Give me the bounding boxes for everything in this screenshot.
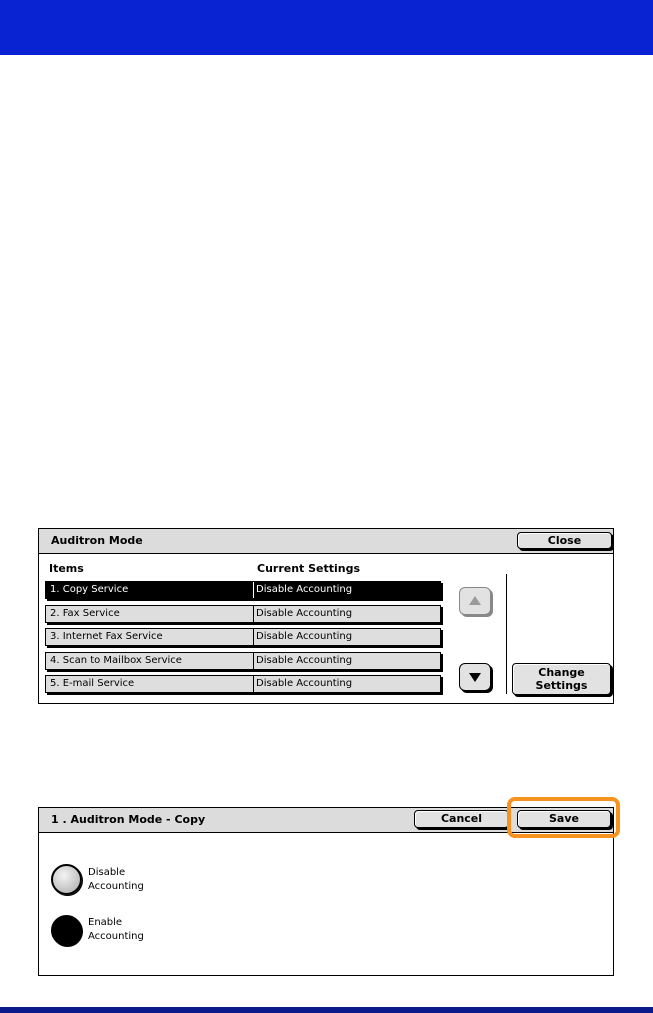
- current-settings-column-header: Current Settings: [257, 562, 361, 575]
- list-item-email-service[interactable]: [45, 675, 441, 693]
- item-label: 4. Scan to Mailbox Service: [50, 654, 182, 666]
- setting-value: Disable Accounting: [256, 678, 353, 689]
- change-settings-button[interactable]: [512, 663, 611, 695]
- enable-accounting-line2: Accounting: [88, 931, 144, 942]
- enable-accounting-radio[interactable]: [51, 915, 82, 946]
- up-arrow-icon: [468, 595, 482, 607]
- scroll-down-button[interactable]: [459, 663, 491, 691]
- item-label: 2. Fax Service: [50, 607, 120, 619]
- list-item-internet-fax-service[interactable]: [45, 628, 441, 646]
- bottom-rule: [0, 1007, 653, 1013]
- row-divider: [253, 582, 254, 598]
- panel-title: 1 . Auditron Mode - Copy: [51, 813, 206, 826]
- disable-accounting-line2: Accounting: [88, 881, 144, 892]
- setting-value: Disable Accounting: [256, 584, 353, 595]
- item-label: 3. Internet Fax Service: [50, 631, 163, 642]
- setting-value: Disable Accounting: [256, 654, 353, 666]
- row-divider: [253, 606, 254, 622]
- list-item-fax-service[interactable]: [45, 605, 441, 623]
- row-divider: [253, 676, 254, 692]
- enable-accounting-label: [88, 916, 144, 944]
- row-divider: [253, 653, 254, 669]
- item-label: 1. Copy Service: [50, 584, 129, 595]
- setting-value: Disable Accounting: [256, 607, 353, 619]
- save-button[interactable]: Save: [517, 810, 611, 828]
- change-settings-line1: Change: [538, 666, 585, 679]
- disable-accounting-radio[interactable]: [51, 864, 82, 895]
- services-list: [45, 581, 441, 699]
- scroll-up-button[interactable]: [459, 587, 491, 615]
- panel-header: [39, 529, 613, 554]
- panel-title: Auditron Mode: [51, 534, 143, 547]
- auditron-mode-panel: [38, 528, 614, 704]
- disable-accounting-line1: Disable: [88, 867, 126, 878]
- top-banner: [0, 0, 653, 55]
- list-item-scan-to-mailbox-service[interactable]: [45, 652, 441, 670]
- disable-accounting-label: [88, 866, 144, 894]
- list-item-copy-service[interactable]: [45, 581, 441, 599]
- change-settings-line2: Settings: [535, 679, 588, 692]
- auditron-mode-copy-panel: [38, 807, 614, 976]
- vertical-divider: [506, 574, 507, 694]
- close-button[interactable]: Close: [517, 532, 612, 549]
- enable-accounting-line1: Enable: [88, 917, 123, 928]
- row-divider: [253, 629, 254, 645]
- panel-header: [39, 808, 613, 833]
- items-column-header: Items: [49, 562, 84, 575]
- cancel-button[interactable]: Cancel: [414, 810, 509, 828]
- setting-value: Disable Accounting: [256, 631, 353, 642]
- item-label: 5. E-mail Service: [50, 678, 135, 689]
- down-arrow-icon: [468, 671, 482, 683]
